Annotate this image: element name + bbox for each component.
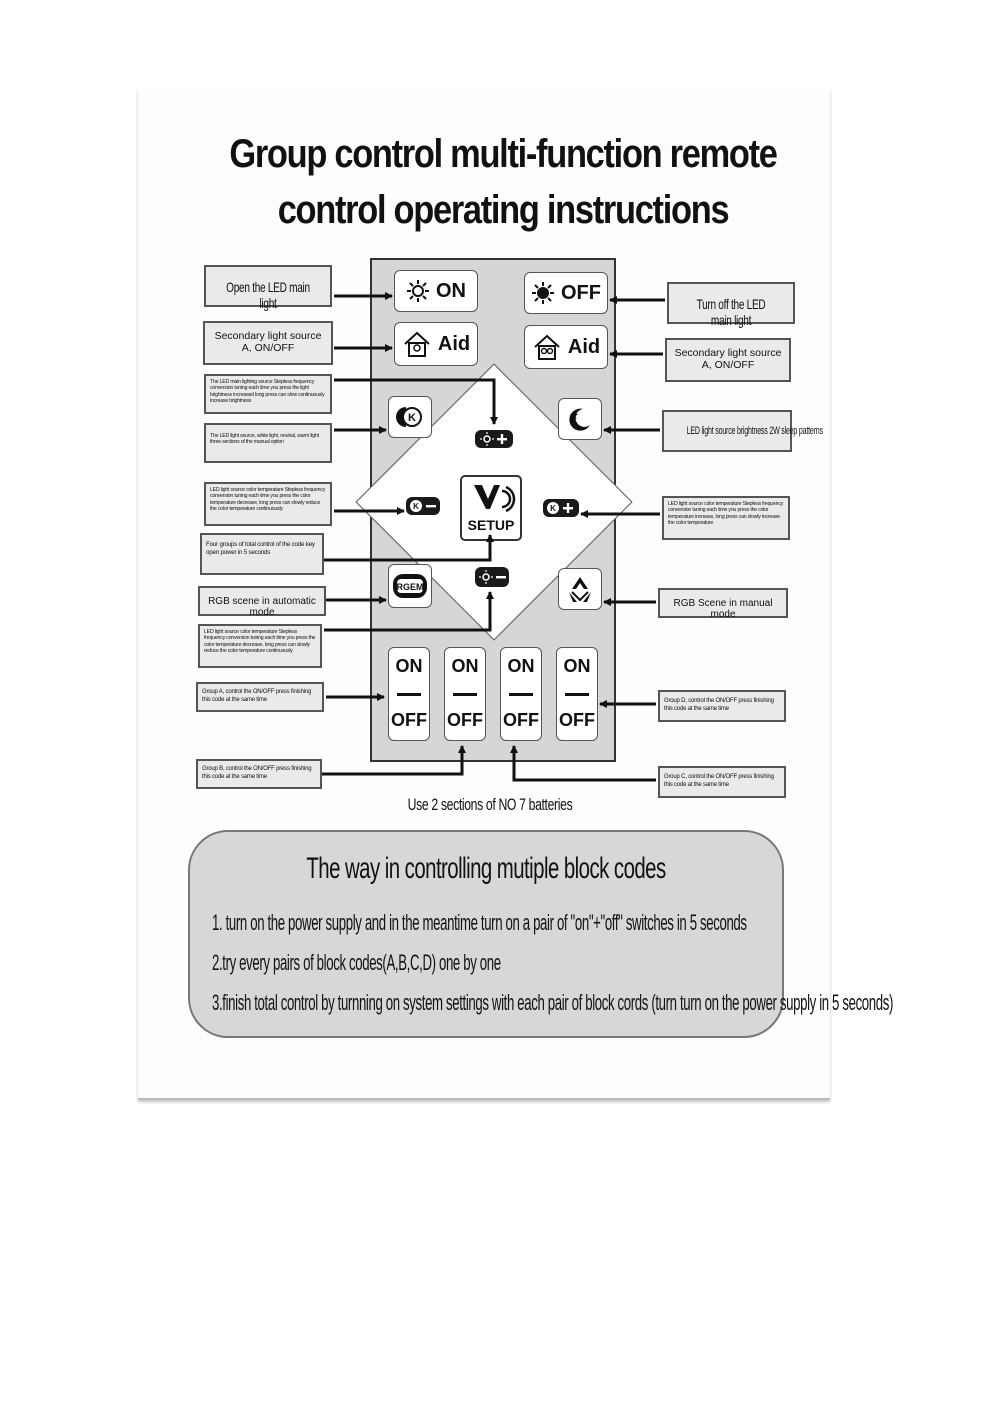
label-four-groups: Four groups of total control of the code key open power in 5 seconds [200, 533, 324, 575]
off-label: OFF [561, 281, 601, 304]
panel-title: The way in controlling mutiple block codes [306, 852, 666, 885]
label-turn-off-led: Turn off the LED main light [667, 282, 795, 324]
arrow-brightness-down [324, 592, 490, 630]
label-open-led: Open the LED main light [204, 265, 332, 307]
group-a-on-label: ON [395, 656, 423, 676]
step-3: 3.finish total control by turnning on system settings with each pair of block cords (turn turn on the power supply in 5 seconds) [212, 990, 894, 1015]
page-title-line-2: control operating instructions [277, 188, 729, 232]
label-group-a: Group A, control the ON/OFF press finishing this code at the same time [196, 682, 324, 712]
aid-right-label: Aid [567, 335, 601, 358]
group-a-off-label: OFF [391, 710, 427, 730]
group-b-off-label: OFF [447, 710, 483, 730]
group-b-on-label: ON [451, 656, 479, 676]
label-group-b: Group B, control the ON/OFF press finishing this code at the same time [196, 759, 322, 789]
instructions-panel [188, 830, 894, 1038]
group-c-on-label: ON [507, 656, 535, 676]
svg-text:RGEM: RGEM [396, 582, 424, 592]
group-d-off-label: OFF [559, 710, 595, 730]
setup-label: SETUP [467, 517, 515, 533]
arrow-group-c [514, 746, 656, 780]
arrow-setup [324, 535, 490, 560]
arrow-brightness-up [334, 380, 494, 424]
svg-text:K: K [550, 504, 556, 513]
label-sleep-patterns: LED light source brightness 2W sleep patterns [662, 410, 792, 452]
label-group-c: Group C, control the ON/OFF press finishing this code at the same time [658, 766, 786, 798]
arrow-group-b [322, 746, 462, 774]
label-group-d: Group D, control the ON/OFF press finishing this code at the same time [658, 690, 786, 722]
svg-text:K: K [408, 412, 416, 424]
on-label: ON [436, 279, 466, 302]
group-d-on-label: ON [563, 656, 591, 676]
group-c-off-label: OFF [503, 710, 539, 730]
label-color-temp-continuous: LED light source color temperature Stepless frequency conversion tuning each time you press the color temperature decrease, long press can slowly reduce the color temperature continuously [198, 624, 322, 668]
label-rgb-auto: RGB scene in automatic mode [198, 586, 326, 616]
label-main-brightness: The LED main lighting source Stepless frequency conversion tuning each time you press the light brightness increased long press can slow continuously increase brightness [204, 374, 332, 414]
label-color-temp-increase: LED light source color temperature Stepless frequency conversion tuning each time you press the color temperature increase, long press can slowly increase the color temperature [662, 496, 790, 540]
label-color-temp-decrease: LED light source color temperature Stepless frequency conversion tuning each time you press the color temperature decrease, long press can slowly reduce the color temperature continuously [204, 482, 332, 526]
battery-note: Use 2 sections of NO 7 batteries [407, 795, 573, 814]
label-secondary-right: Secondary light source A, ON/OFF [665, 338, 791, 382]
aid-left-label: Aid [437, 332, 471, 355]
page-title-line-1: Group control multi-function remote [229, 132, 777, 176]
svg-text:K: K [413, 502, 419, 511]
label-secondary-left: Secondary light source A, ON/OFF [203, 321, 333, 365]
step-2: 2.try every pairs of block codes(A,B,C,D) one by one [212, 950, 501, 975]
label-rgb-manual: RGB Scene in manual mode [658, 588, 788, 618]
label-white-neutral: The LED light source, white light, neutral, warm light three sections of the manual option [204, 423, 332, 463]
step-1: 1. turn on the power supply and in the meantime turn on a pair of "on"+"off" switches in 5 seconds [212, 910, 747, 935]
